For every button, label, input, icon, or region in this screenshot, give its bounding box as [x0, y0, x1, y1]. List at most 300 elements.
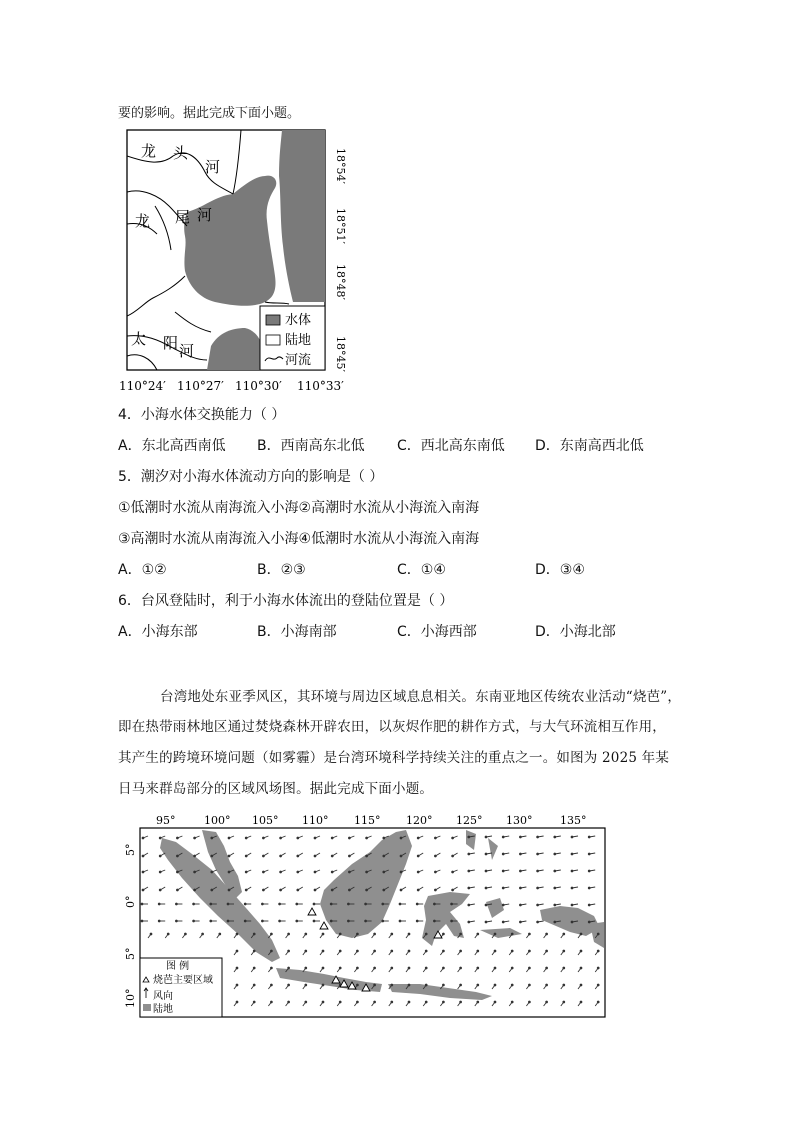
place-label-char: 尾 [175, 208, 191, 226]
wind-arrow-head [494, 984, 496, 986]
wind-arrow-head [580, 984, 582, 986]
wind-arrow-head [460, 967, 462, 969]
wind-arrow-head [537, 853, 539, 855]
wind-arrow-head [228, 855, 230, 857]
q5-stem: 5．潮汐对小海水体流动方向的影响是（ ） [118, 469, 384, 485]
wind-arrow-head [460, 1001, 462, 1003]
passage-line-4: 日马来群岛部分的区域风场图。据此完成下面小题。 [118, 781, 434, 797]
wind-arrow-head [211, 855, 213, 857]
wind-arrow-head [571, 904, 573, 906]
wind-arrow-head [253, 984, 255, 986]
wind-arrow-head [219, 933, 221, 935]
wind-arrow-head [339, 967, 341, 969]
place-label-char: 河 [179, 342, 195, 360]
wind-arrow-head [511, 950, 513, 952]
wind-arrow-head [588, 870, 590, 872]
wind-arrow-head [537, 870, 539, 872]
wind-arrow-head [537, 887, 539, 889]
wind-arrow-head [158, 920, 160, 922]
wind-arrow-head [271, 933, 273, 935]
wind-arrow-head [366, 889, 368, 891]
wind-arrow-head [253, 967, 255, 969]
wind-arrow-head [434, 903, 436, 905]
wind-arrow-head [391, 967, 393, 969]
wind-arrow-head [443, 950, 445, 952]
wind-arrow-head [245, 855, 247, 857]
wind-arrow-head [494, 950, 496, 952]
wind-arrow-head [520, 904, 522, 906]
wind-arrow-head [408, 950, 410, 952]
wind-arrow-head [529, 950, 531, 952]
wind-arrow-head [580, 950, 582, 952]
wind-arrow-head [485, 853, 487, 855]
lon-label: 105° [252, 814, 279, 827]
q5-statement-1: ①低潮时水流从南海流入小海②高潮时水流从小海流入南海 [118, 500, 480, 516]
lon-label: 110° [302, 814, 329, 827]
wind-arrow-head [366, 871, 368, 873]
wind-arrow-head [322, 984, 324, 986]
legend-label: 烧芭主要区域 [153, 975, 213, 986]
wind-arrow-head [417, 855, 419, 857]
wind-arrow-head [296, 903, 298, 905]
wind-arrow-head [159, 837, 161, 839]
wind-arrow-head [210, 903, 212, 905]
wind-arrow-head [349, 889, 351, 891]
wind-arrow-head [314, 837, 316, 839]
wind-arrow-head [245, 889, 247, 891]
lat-label: 18°48′ [334, 264, 347, 300]
wind-arrow-head [194, 889, 196, 891]
wind-arrow-head [365, 920, 367, 922]
wind-arrow-head [571, 853, 573, 855]
place-label-char: 龙 [135, 212, 151, 230]
wind-arrow-head [494, 933, 496, 935]
wind-arrow-head [366, 855, 368, 857]
wind-arrow-head [563, 950, 565, 952]
wind-arrow-head [563, 933, 565, 935]
wind-arrow-head [416, 920, 418, 922]
wind-arrow-head [305, 1001, 307, 1003]
lat-label: 18°54′ [334, 148, 347, 184]
q5-statement-2: ③高潮时水流从南海流入小海④低潮时水流从小海流入南海 [118, 531, 480, 547]
wind-arrow-head [374, 950, 376, 952]
wind-arrow-head [477, 1001, 479, 1003]
wind-arrow-head [563, 984, 565, 986]
wind-arrow-head [297, 871, 299, 873]
wind-arrow-head [374, 984, 376, 986]
wind-arrow-head [322, 933, 324, 935]
wind-arrow-head [365, 903, 367, 905]
wind-arrow-head [297, 837, 299, 839]
q4-option-a[interactable]: A．东北高西南低 [118, 438, 226, 454]
wind-arrow-head [245, 837, 247, 839]
wind-arrow-head [288, 984, 290, 986]
legend-label: 陆地 [285, 333, 312, 348]
wind-arrow-head [425, 967, 427, 969]
wind-arrow-head [339, 950, 341, 952]
wind-arrow-head [485, 904, 487, 906]
wind-arrow-head [417, 871, 419, 873]
wind-arrow-head [331, 855, 333, 857]
wind-arrow-head [322, 967, 324, 969]
wind-arrow-head [597, 950, 599, 952]
wind-arrow-head [357, 950, 359, 952]
wind-arrow-head [227, 903, 229, 905]
wind-arrow-head [280, 871, 282, 873]
legend-label: 陆地 [153, 1004, 173, 1015]
wind-arrow-head [408, 933, 410, 935]
wind-arrow-head [236, 1001, 238, 1003]
wind-arrow-head [537, 921, 539, 923]
passage-line-3: 其产生的跨境环境问题（如雾霾）是台湾环境科学持续关注的重点之一。如图为 2025 年某 [118, 750, 670, 766]
wind-arrow-head [236, 933, 238, 935]
lon-label: 115° [354, 814, 381, 827]
wind-arrow-head [141, 920, 143, 922]
wind-arrow-head [253, 950, 255, 952]
wind-arrow-head [271, 950, 273, 952]
wind-arrow-head [408, 984, 410, 986]
wind-arrow-head [511, 1001, 513, 1003]
lat-label: 18°51′ [334, 208, 347, 244]
lon-label: 110°30′ [235, 379, 282, 393]
wind-arrow-head [263, 871, 265, 873]
wind-arrow-head [349, 871, 351, 873]
passage-line-1: 台湾地处东亚季风区，其环境与周边区域息息相关。东南亚地区传统农业活动“烧芭”， [160, 689, 682, 705]
q5-option-d[interactable]: D．③④ [535, 562, 585, 578]
wind-arrow-head [374, 1001, 376, 1003]
wind-arrow-head [322, 950, 324, 952]
wind-arrow-head [435, 855, 437, 857]
wind-arrow-head [288, 950, 290, 952]
wind-arrow-head [546, 984, 548, 986]
wind-arrow-head [416, 903, 418, 905]
wind-arrow-head [597, 1001, 599, 1003]
wind-arrow-head [141, 903, 143, 905]
wind-arrow-head [297, 855, 299, 857]
wind-arrow-head [185, 933, 187, 935]
wind-arrow-head [330, 903, 332, 905]
wind-arrow-head [477, 984, 479, 986]
wind-arrow-head [288, 967, 290, 969]
wind-arrow-head [142, 889, 144, 891]
wind-arrow-head [451, 920, 453, 922]
wind-arrow-head [357, 1001, 359, 1003]
wind-arrow-head [228, 871, 230, 873]
place-label-char: 头 [173, 144, 189, 162]
wind-arrow-head [588, 836, 590, 838]
wind-arrow-head [330, 920, 332, 922]
wind-arrow-head [408, 967, 410, 969]
wind-arrow-head [202, 933, 204, 935]
wind-arrow-head [357, 967, 359, 969]
wind-arrow-head [210, 920, 212, 922]
q5-option-a[interactable]: A．①② [118, 562, 167, 578]
wind-arrow-head [253, 1001, 255, 1003]
wind-arrow-head [563, 1001, 565, 1003]
wind-arrow-head [494, 1001, 496, 1003]
wind-arrow-head [177, 837, 179, 839]
lon-label: 110°33′ [297, 379, 344, 393]
wind-arrow-head [502, 921, 504, 923]
intro-tail: 要的影响。据此完成下面小题。 [118, 106, 301, 121]
wind-arrow-head [349, 837, 351, 839]
legend-label: 水体 [285, 313, 312, 328]
wind-arrow-head [305, 984, 307, 986]
wind-arrow-head [546, 950, 548, 952]
wind-arrow-head [537, 836, 539, 838]
wind-arrow-head [159, 855, 161, 857]
lon-label: 95° [156, 814, 176, 827]
q6-option-c[interactable]: C．小海西部 [397, 624, 477, 640]
legend-label: 风向 [153, 991, 173, 1002]
legend-label: 河流 [285, 353, 312, 368]
wind-arrow-head [305, 933, 307, 935]
wind-arrow-head [177, 871, 179, 873]
wind-arrow-head [434, 920, 436, 922]
wind-arrow-head [425, 1001, 427, 1003]
wind-arrow-head [280, 837, 282, 839]
wind-arrow-head [288, 933, 290, 935]
wind-arrow-head [142, 855, 144, 857]
wind-arrow-head [511, 967, 513, 969]
wind-arrow-head [305, 950, 307, 952]
q4-option-b[interactable]: B．西南高东北低 [257, 438, 365, 454]
wind-arrow-head [244, 920, 246, 922]
q5-option-c[interactable]: C．①④ [397, 562, 446, 578]
wind-arrow-head [263, 855, 265, 857]
wind-arrow-head [580, 967, 582, 969]
wind-arrow-head [554, 870, 556, 872]
wind-arrow-head [313, 903, 315, 905]
wind-arrow-head [271, 1001, 273, 1003]
q4-option-c[interactable]: C．西北高东南低 [397, 438, 505, 454]
wind-arrow-head [529, 967, 531, 969]
wind-arrow-head [554, 921, 556, 923]
wind-arrow-head [177, 889, 179, 891]
wind-arrow-head [563, 967, 565, 969]
wind-arrow-head [391, 933, 393, 935]
wind-arrow-head [391, 1001, 393, 1003]
wind-arrow-head [554, 853, 556, 855]
wind-arrow-head [271, 967, 273, 969]
wind-arrow-head [159, 871, 161, 873]
wind-arrow-head [211, 837, 213, 839]
wind-arrow-head [452, 871, 454, 873]
wind-arrow-head [520, 836, 522, 838]
lon-label: 135° [560, 814, 587, 827]
wind-arrow-head [244, 903, 246, 905]
wind-arrow-head [228, 837, 230, 839]
wind-arrow-head [520, 870, 522, 872]
wind-arrow-head [485, 836, 487, 838]
wind-arrow-head [468, 870, 470, 872]
wind-arrow-head [383, 855, 385, 857]
wind-arrow-head [314, 871, 316, 873]
wind-arrow-head [374, 967, 376, 969]
wind-arrow-head [193, 903, 195, 905]
wind-arrow-head [529, 933, 531, 935]
wind-arrow-head [520, 887, 522, 889]
wind-arrow-head [417, 889, 419, 891]
lon-label: 110°27′ [177, 379, 224, 393]
wind-arrow-head [194, 837, 196, 839]
wind-arrow-head [262, 920, 264, 922]
lat-label: 5° [124, 843, 137, 856]
wind-arrow-head [443, 967, 445, 969]
wind-arrow-head [331, 837, 333, 839]
wind-arrow-head [588, 853, 590, 855]
wind-arrow-head [399, 903, 401, 905]
wind-arrow-head [296, 920, 298, 922]
wind-arrow-head [280, 855, 282, 857]
wind-arrow-head [537, 904, 539, 906]
wind-arrow-head [263, 837, 265, 839]
place-label-char: 河 [197, 206, 213, 224]
wind-arrow-head [485, 887, 487, 889]
wind-arrow-head [227, 920, 229, 922]
wind-arrow-head [460, 984, 462, 986]
wind-arrow-head [546, 933, 548, 935]
wind-arrow-head [339, 1001, 341, 1003]
wind-arrow-head [425, 950, 427, 952]
wind-arrow-head [408, 1001, 410, 1003]
wind-arrow-head [588, 921, 590, 923]
wind-arrow-head [571, 921, 573, 923]
wind-arrow-head [502, 853, 504, 855]
wind-arrow-head [331, 889, 333, 891]
q6-option-a[interactable]: A．小海东部 [118, 624, 198, 640]
wind-arrow-head [571, 836, 573, 838]
wind-arrow-head [554, 887, 556, 889]
wind-arrow-head [159, 889, 161, 891]
wind-arrow-head [271, 984, 273, 986]
q4-stem: 4．小海水体交换能力（ ） [118, 407, 286, 423]
wind-arrow-head [494, 967, 496, 969]
wind-arrow-head [357, 933, 359, 935]
place-label-char: 太 [131, 330, 147, 348]
wind-arrow-head [452, 837, 454, 839]
wind-arrow-head [580, 1001, 582, 1003]
wind-arrow-head [417, 837, 419, 839]
wind-arrow-head [468, 887, 470, 889]
passage-line-2: 即在热带雨林地区通过焚烧森林开辟农田，以灰烬作肥的耕作方式，与大气环流相互作用， [118, 719, 666, 735]
q5-option-b[interactable]: B．②③ [257, 562, 306, 578]
wind-arrow-head [288, 1001, 290, 1003]
wind-arrow-head [546, 1001, 548, 1003]
wind-arrow-head [279, 920, 281, 922]
wind-arrow-head [348, 920, 350, 922]
wind-arrow-head [263, 889, 265, 891]
wind-arrow-head [297, 889, 299, 891]
wind-arrow-head [236, 984, 238, 986]
wind-arrow-head [400, 855, 402, 857]
wind-arrow-head [580, 933, 582, 935]
wind-arrow-head [460, 950, 462, 952]
wind-arrow-head [400, 837, 402, 839]
wind-arrow-head [554, 836, 556, 838]
lon-label: 125° [456, 814, 483, 827]
wind-arrow-head [554, 904, 556, 906]
wind-arrow-head [425, 984, 427, 986]
wind-arrow-head [400, 871, 402, 873]
wind-arrow-head [236, 967, 238, 969]
wind-arrow-head [529, 1001, 531, 1003]
wind-arrow-head [468, 836, 470, 838]
place-label-char: 龙 [141, 142, 157, 160]
wind-arrow-head [228, 889, 230, 891]
wind-arrow-head [158, 903, 160, 905]
q6-option-b[interactable]: B．小海南部 [257, 624, 337, 640]
wind-arrow-head [194, 871, 196, 873]
wind-arrow-head [571, 887, 573, 889]
wind-arrow-head [485, 921, 487, 923]
wind-arrow-head [194, 855, 196, 857]
wind-arrow-head [391, 950, 393, 952]
legend-title: 图 例 [166, 961, 190, 972]
lat-label: 10° [124, 988, 137, 1008]
wind-arrow-head [451, 903, 453, 905]
wind-arrow-head [520, 921, 522, 923]
wind-arrow-head [597, 967, 599, 969]
wind-arrow-head [150, 933, 152, 935]
wind-arrow-head [502, 836, 504, 838]
wind-arrow-head [443, 933, 445, 935]
lon-label: 120° [406, 814, 433, 827]
wind-arrow-head [262, 903, 264, 905]
wind-arrow-head [400, 889, 402, 891]
wind-arrow-head [193, 920, 195, 922]
wind-arrow-head [520, 853, 522, 855]
wind-arrow-head [477, 950, 479, 952]
lat-label: 5° [124, 947, 137, 960]
wind-arrow-head [339, 933, 341, 935]
wind-arrow-head [313, 920, 315, 922]
wind-arrow-head [399, 920, 401, 922]
wind-arrow-head [305, 967, 307, 969]
wind-arrow-head [279, 903, 281, 905]
q6-option-d[interactable]: D．小海北部 [535, 624, 616, 640]
wind-arrow-head [502, 887, 504, 889]
wind-arrow-head [502, 870, 504, 872]
place-label-char: 阳 [163, 334, 179, 352]
lagoon-map [115, 126, 365, 398]
wind-arrow-head [366, 837, 368, 839]
wind-arrow-head [176, 903, 178, 905]
wind-arrow-head [322, 1001, 324, 1003]
wind-arrow-head [511, 984, 513, 986]
wind-arrow-head [597, 933, 599, 935]
wind-arrow-head [485, 870, 487, 872]
wind-arrow-head [349, 855, 351, 857]
wind-arrow-head [253, 933, 255, 935]
wind-arrow-head [502, 904, 504, 906]
wind-arrow-head [468, 853, 470, 855]
wind-arrow-head [588, 887, 590, 889]
wind-arrow-head [477, 967, 479, 969]
q6-stem: 6．台风登陆时，利于小海水体流出的登陆位置是（ ） [118, 593, 454, 609]
wind-arrow-head [435, 889, 437, 891]
wind-arrow-head [167, 933, 169, 935]
wind-arrow-head [348, 903, 350, 905]
wind-arrow-head [383, 889, 385, 891]
wind-arrow-head [460, 933, 462, 935]
wind-arrow-head [383, 871, 385, 873]
wind-arrow-head [435, 837, 437, 839]
place-label-char: 河 [205, 158, 221, 176]
q4-option-d[interactable]: D．东南高西北低 [535, 438, 644, 454]
lon-label: 130° [506, 814, 533, 827]
wind-arrow-head [357, 984, 359, 986]
